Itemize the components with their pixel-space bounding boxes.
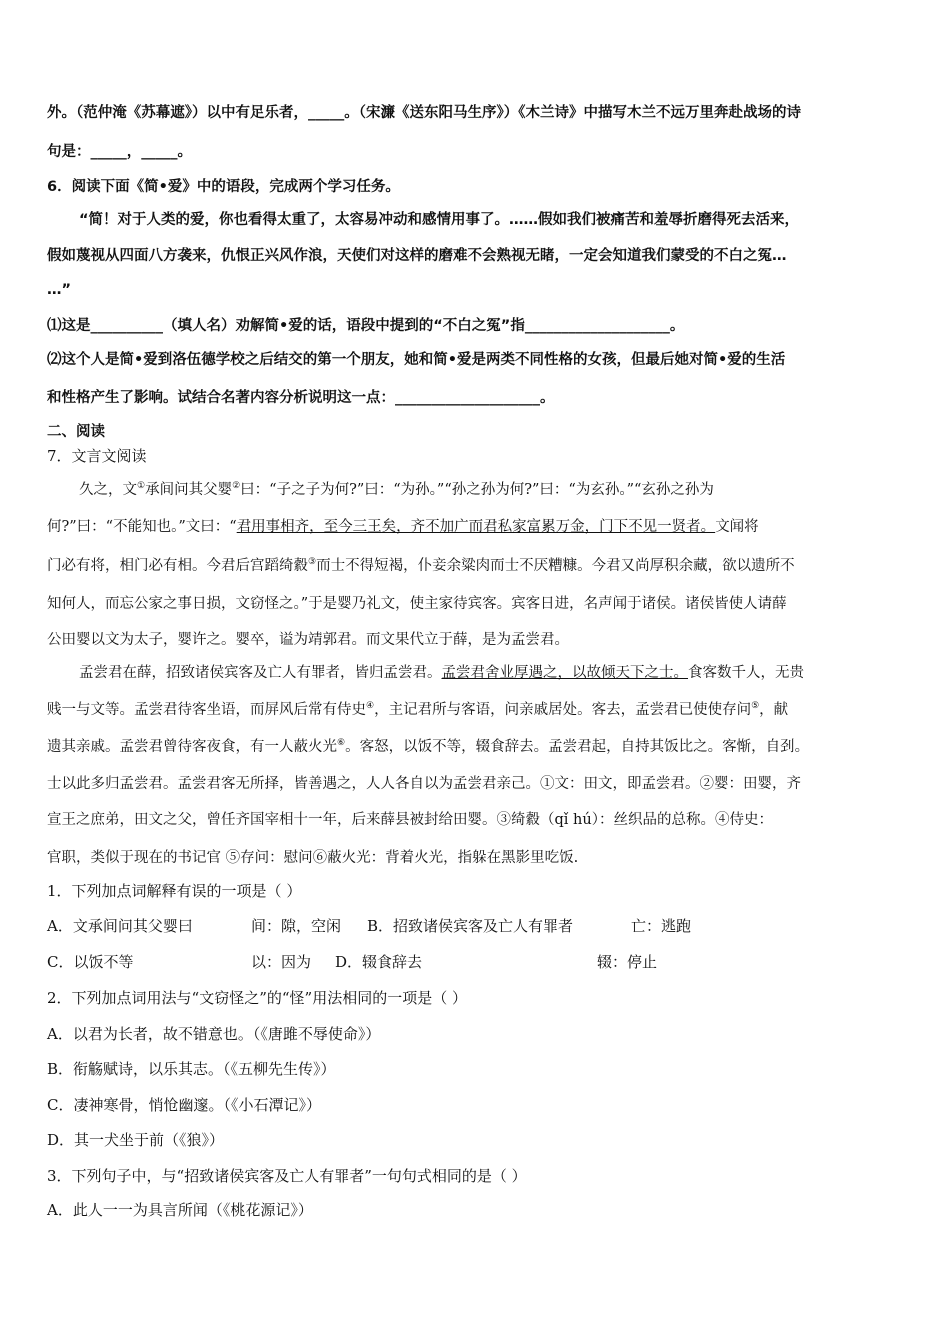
footnote-mark-4: ④: [366, 701, 375, 712]
q7-p2-l2-b: ，主记君所与客语，问亲戚居处。客去，孟尝君已使使存问: [374, 702, 752, 718]
q6-quote-line-3: …”: [47, 282, 72, 298]
q7-p1-l2-a: 何?”曰：“不能知也。”文曰：“: [47, 519, 237, 535]
q7-p2-line-1: [79, 663, 804, 683]
q5-tail-line-1: 外。（范仲淹《苏幕遮》）以中有足乐者，_____。（宋濂《送东阳马生序》）《木兰诗》中描写木兰不远万里奔赴战场的诗: [47, 105, 801, 121]
q7-p2-underlined-sentence: 孟尝君舍业厚遇之，以故倾天下之士。: [441, 665, 688, 681]
footnote-mark-3: ③: [308, 557, 317, 568]
q5-tail-line-2: 句是：_____，_____。: [47, 144, 192, 160]
footnote-mark-2: ②: [232, 481, 241, 492]
q7-p2-l1-b: 食客数千人，无贵: [688, 665, 804, 681]
sub1-option-b: B．招致诸侯宾客及亡人有罪者: [367, 917, 574, 935]
q7-p1-l1-b: 承间问其父婴: [145, 482, 233, 498]
q7-p1-line-2: [47, 517, 759, 537]
q7-p1-l1-c: 曰：“子之子为何?”曰：“为孙。”“孙之孙为何?”曰：“为玄孙。”“玄孙之孙为: [240, 482, 714, 498]
q7-p1-line-4: 知何人，而忘公家之事日损，文窃怪之。”于是婴乃礼文，使主家待宾客。宾客日进，名声闻于诸侯。诸侯皆使人请薛: [47, 596, 787, 612]
section-2-title: 二、阅读: [47, 424, 105, 440]
sub1-option-c-explanation: 以：因为: [251, 953, 312, 971]
q7-p2-line-2: [47, 700, 788, 720]
q7-p1-underlined-sentence: 君用事相齐，至今三王矣，齐不加广而君私家富累万金，门下不见一贤者。: [236, 519, 716, 535]
sub1-option-a: A．文承间问其父婴曰: [47, 917, 193, 935]
q6-task-1: ⑴这是__________（填人名）劝解简•爱的话，语段中提到的“不白之冤”指____________________。: [47, 318, 685, 334]
sub1-option-d-explanation: 辍：停止: [597, 953, 658, 971]
sub2-option-c: C．凄神寒骨，悄怆幽邃。（《小石潭记》）: [47, 1096, 321, 1114]
q7-p2-l2-a: 贱一与文等。孟尝君待客坐语，而屏风后常有侍史: [47, 702, 366, 718]
sub3-option-a: A．此人一一为具言所闻（《桃花源记》）: [47, 1201, 313, 1219]
footnote-mark-5: ⑤: [751, 701, 760, 712]
sub3-stem: 3．下列句子中，与“招致诸侯宾客及亡人有罪者”一句句式相同的是（ ）: [47, 1167, 527, 1185]
q7-p1-line-1: [79, 480, 714, 500]
q7-p1-l3-b: 而士不得短褐，仆妾余粱肉而士不厌糟糠。今君又尚厚积余藏，欲以遗所不: [316, 558, 795, 574]
q6-task-2-line-1: ⑵这个人是简•爱到洛伍德学校之后结交的第一个朋友，她和简•爱是两类不同性格的女孩，但最后她对简•爱的生活: [47, 352, 786, 368]
q6-quote-line-1: “简！对于人类的爱，你也看得太重了，太容易冲动和感情用事了。……假如我们被痛苦和羞辱折磨得死去活来，: [79, 212, 800, 228]
q7-p2-line-4: 士以此多归孟尝君。孟尝君客无所择，皆善遇之，人人各自以为孟尝君亲己。①文：田文，即孟尝君。②婴：田婴，齐: [47, 776, 801, 792]
q7-p1-l1-a: 久之，文: [79, 482, 137, 498]
sub1-option-b-explanation: 亡：逃跑: [631, 917, 692, 935]
q7-p2-l2-c: ，献: [759, 702, 789, 718]
q7-p2-l3-a: 遗其亲戚。孟尝君曾待客夜食，有一人蔽火光: [47, 739, 337, 755]
sub1-stem: 1．下列加点词解释有误的一项是（ ）: [47, 882, 302, 900]
q6-quote-line-2: 假如蔑视从四面八方袭来，仇恨正兴风作浪，天使们对这样的磨难不会熟视无睹，一定会知道我们蒙受的不白之冤…: [47, 248, 787, 264]
q7-p2-l3-b: 。客怒，以饭不等，辍食辞去。孟尝君起，自持其饭比之。客惭，自刭。: [345, 739, 810, 755]
q7-p2-line-5: 宣王之庶弟，田文之父，曾任齐国宰相十一年，后来薛县被封给田婴。③绮縠（qǐ hú）：丝织品的总称。④侍史：: [47, 812, 773, 828]
q6-task-2-line-2: 和性格产生了影响。试结合名著内容分析说明这一点：____________________。: [47, 390, 555, 406]
q7-p1-l2-b: 文闻将: [715, 519, 759, 535]
sub2-stem: 2．下列加点词用法与“文窃怪之”的“怪”用法相同的一项是（ ）: [47, 989, 467, 1007]
footnote-mark-6: ⑥: [337, 738, 346, 749]
q7-p1-line-3: [47, 556, 795, 576]
q7-title: 7．文言文阅读: [47, 447, 147, 465]
q6-title: 6．阅读下面《简•爱》中的语段，完成两个学习任务。: [47, 179, 400, 195]
sub1-option-d: D．辍食辞去: [335, 953, 423, 971]
sub1-option-c: C．以饭不等: [47, 953, 134, 971]
q7-p2-line-3: [47, 737, 809, 757]
sub2-option-b: B．衔觞赋诗，以乐其志。（《五柳先生传》）: [47, 1060, 336, 1078]
q7-p1-line-5: 公田婴以文为太子，婴许之。婴卒，谥为靖郭君。而文果代立于薛，是为孟尝君。: [47, 632, 569, 648]
sub1-option-a-explanation: 间：隙，空闲: [251, 917, 342, 935]
sub2-option-a: A．以君为长者，故不错意也。（《唐雎不辱使命》）: [47, 1025, 381, 1043]
footnote-mark-1: ①: [137, 481, 146, 492]
q7-p2-line-6: 官职，类似于现在的书记官 ⑤存问：慰问⑥蔽火光：背着火光，指躲在黑影里吃饭.: [47, 850, 579, 866]
q7-p2-l1-a: 孟尝君在薛，招致诸侯宾客及亡人有罪者，皆归孟尝君。: [79, 665, 442, 681]
sub2-option-d: D．其一犬坐于前（《狼》）: [47, 1131, 225, 1149]
q7-p1-l3-a: 门必有将，相门必有相。今君后宫蹈绮縠: [47, 558, 308, 574]
